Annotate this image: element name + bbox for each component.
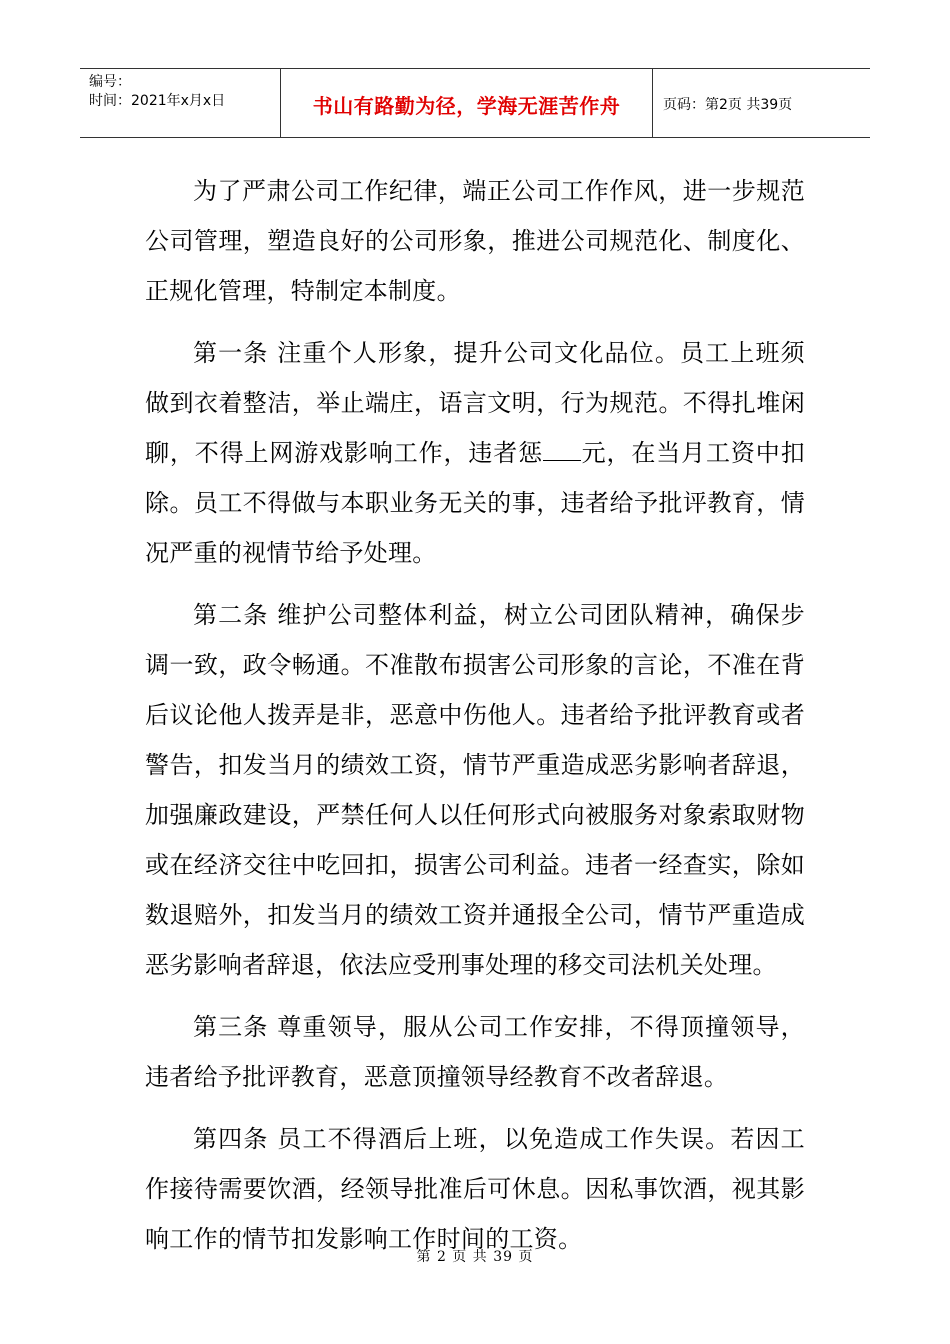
header-meta-cell bbox=[80, 69, 281, 137]
motto-text: 书山有路勤为径，学海无涯苦作舟 bbox=[312, 94, 621, 118]
document-body bbox=[145, 166, 805, 1276]
article-3-paragraph: 第三条 尊重领导，服从公司工作安排，不得顶撞领导，违者给予批评教育，恶意顶撞领导经教育不改者辞退。 bbox=[145, 1013, 805, 1091]
page-info: 页码：第2页 共39页 bbox=[663, 97, 793, 113]
document-header bbox=[80, 68, 870, 138]
article-1-text-after: 元，在当月工资中扣除。员工不得做与本职业务无关的事，违者给予批评教育，情况严重的视情节给予处理。 bbox=[145, 439, 805, 567]
article-1-paragraph bbox=[145, 328, 805, 578]
date-line: 时间：2021年x月x日 bbox=[89, 93, 226, 109]
fill-in-blank bbox=[543, 438, 581, 461]
article-4-paragraph: 第四条 员工不得酒后上班，以免造成工作失误。若因工作接待需要饮酒，经领导批准后可休息。因私事饮酒，视其影响工作的情节扣发影响工作时间的工资。 bbox=[145, 1125, 805, 1253]
page-footer: 第 2 页 共 39 页 bbox=[416, 1249, 534, 1265]
article-1-text-before: 第一条 注重个人形象，提升公司文化品位。员工上班须做到衣着整洁，举止端庄，语言文明，行为规范。不得扎堆闲聊，不得上网游戏影响工作，违者惩 bbox=[145, 339, 805, 467]
intro-paragraph: 为了严肃公司工作纪律，端正公司工作作风，进一步规范公司管理，塑造良好的公司形象，推进公司规范化、制度化、正规化管理，特制定本制度。 bbox=[145, 177, 805, 305]
article-2-paragraph: 第二条 维护公司整体利益，树立公司团队精神，确保步调一致，政令畅通。不准散布损害公司形象的言论，不准在背后议论他人拨弄是非，恶意中伤他人。违者给予批评教育或者警告，扣发当月的绩效工资，情节严重造成恶劣影响者辞退，加强廉政建设，严禁任何人以任何形式向被服务对象索取财物或在经济交往中吃回扣，损害公司利益。违者一经查实，除如数退赔外，扣发当月的绩效工资并通报全公司，情节严重造成恶劣影响者辞退，依法应受刑事处理的移交司法机关处理。 bbox=[145, 601, 805, 979]
header-motto-cell bbox=[281, 69, 653, 137]
header-page-cell bbox=[653, 69, 870, 137]
doc-number-label: 编号： bbox=[89, 74, 131, 90]
